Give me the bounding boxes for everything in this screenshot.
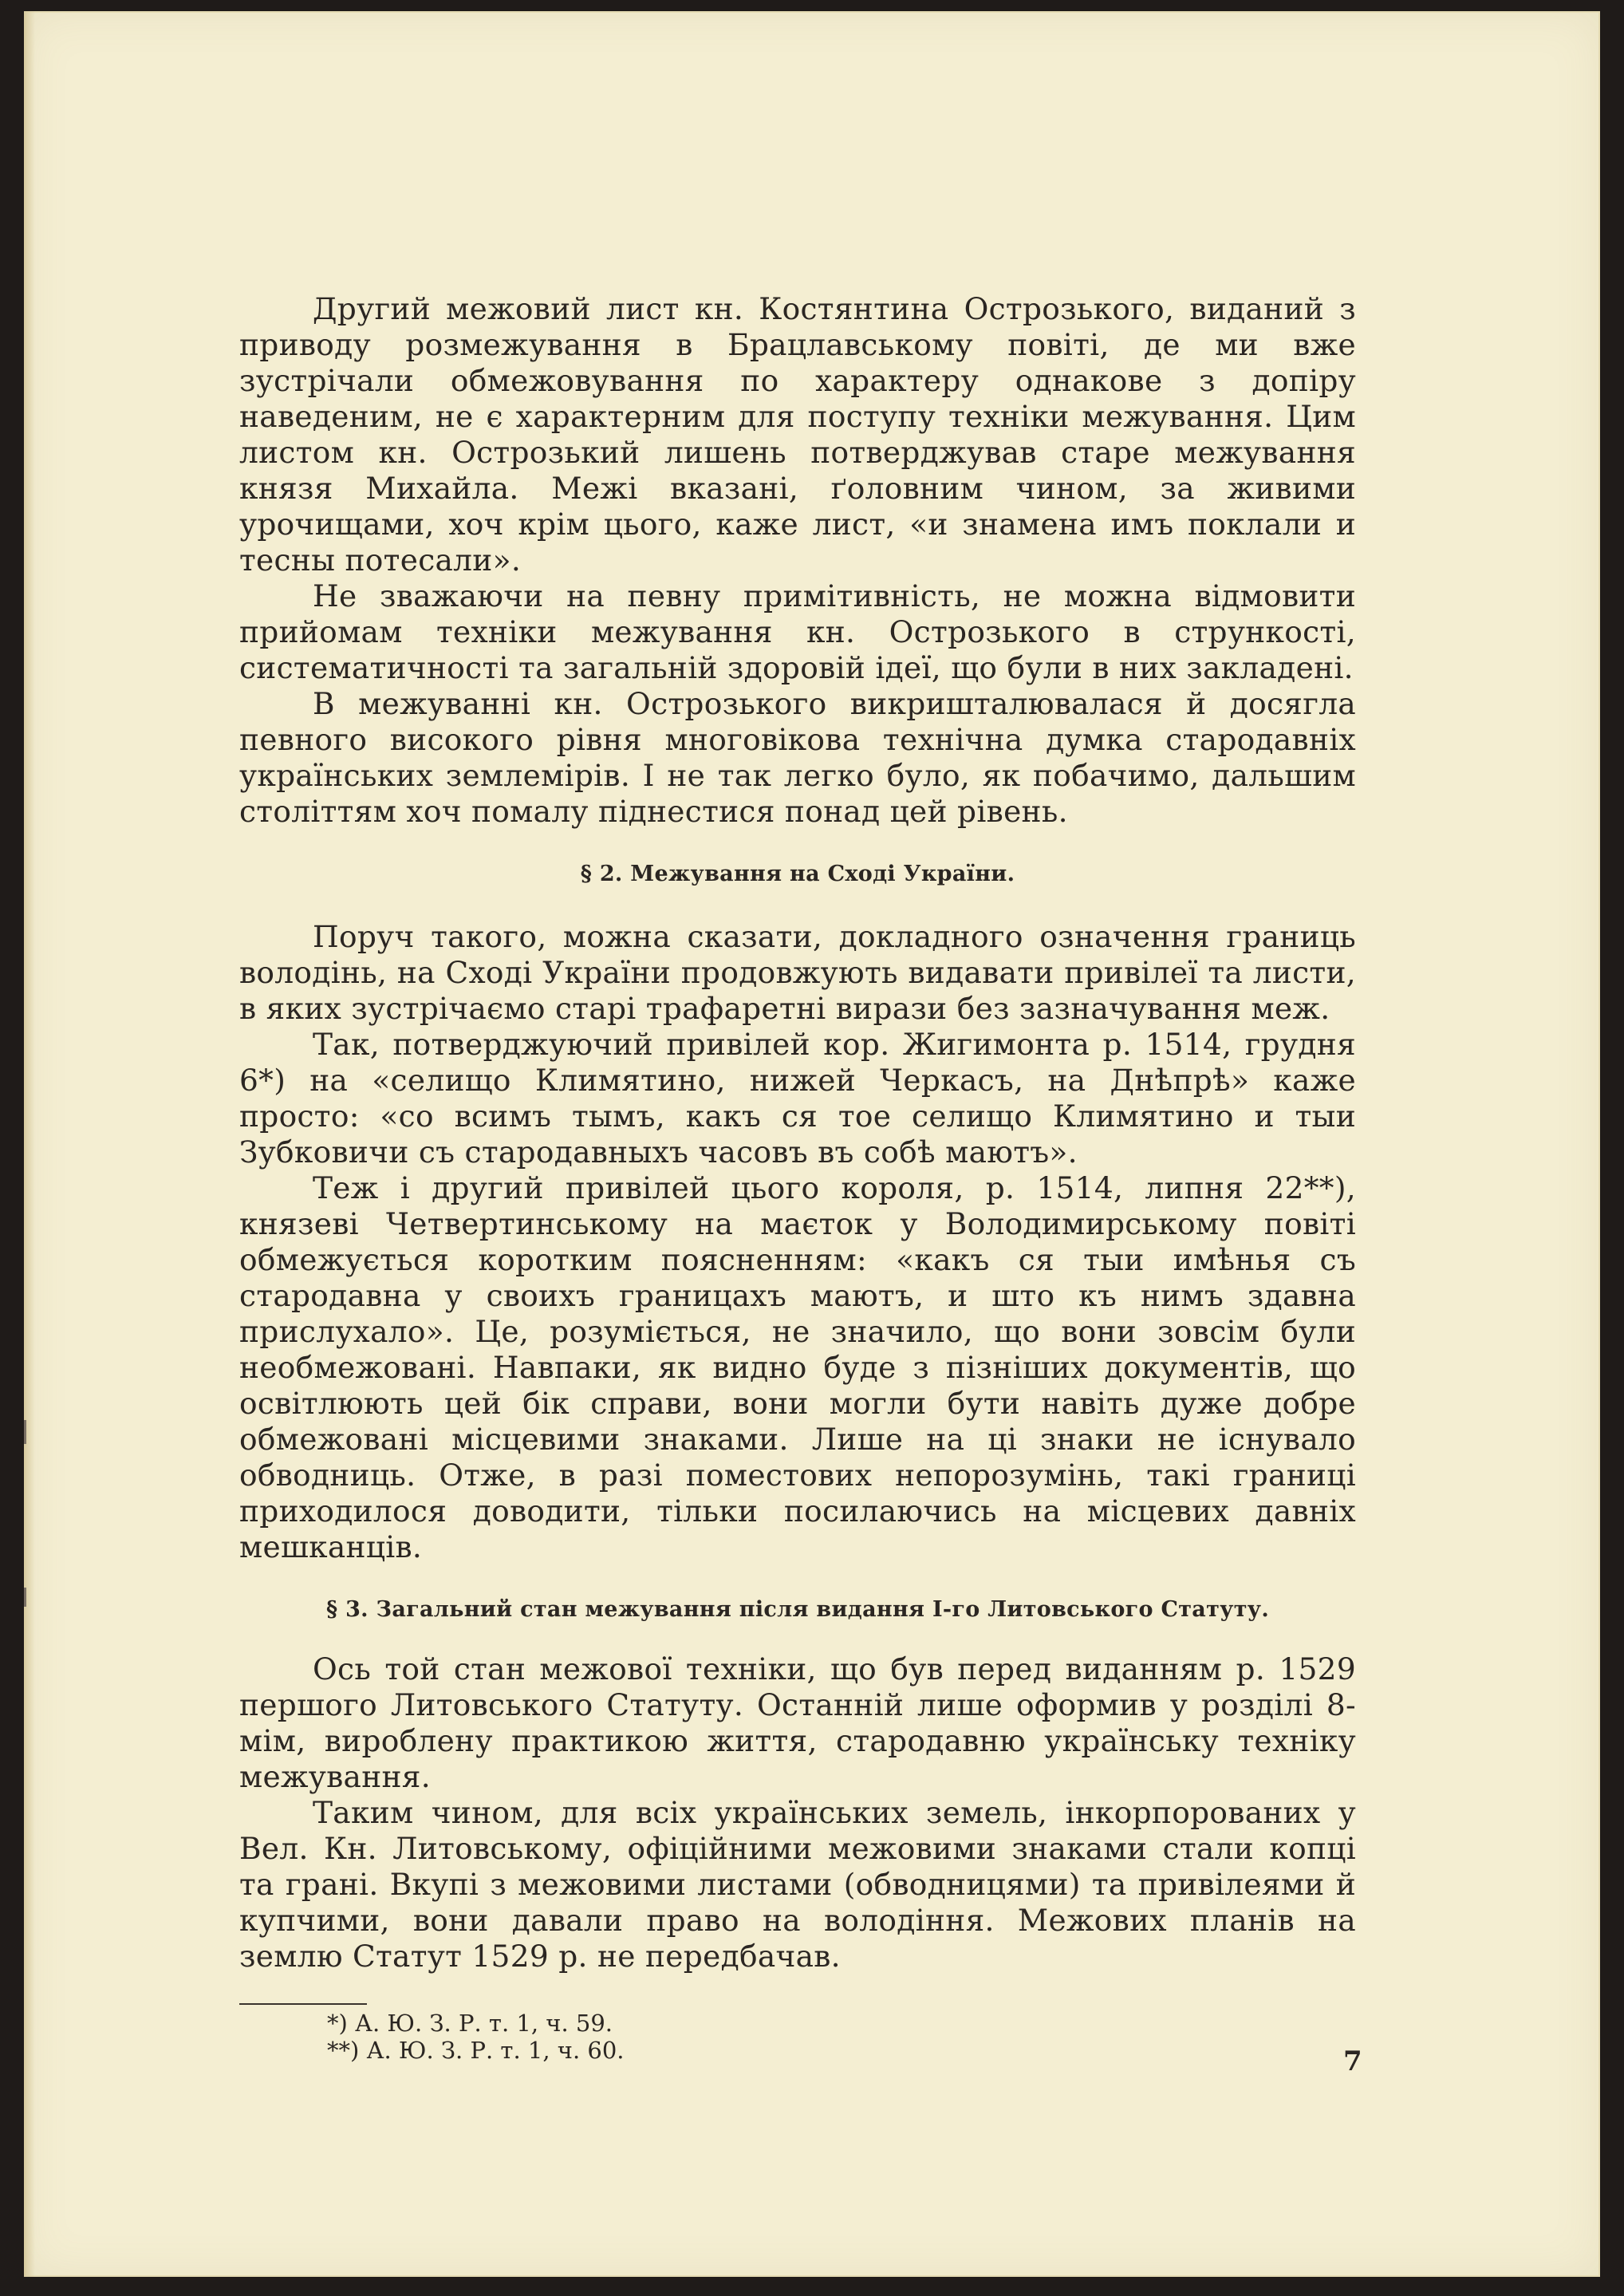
paragraph: В межуванні кн. Острозького викришталювалася й досягла певного високого рівня многовікова технічна думка стародавніх українських землемірів. І не так легко було, як побачимо, дальшим століттям хоч помалу піднестися понад цей рівень.: [239, 686, 1356, 829]
paragraph: Другий межовий лист кн. Костянтина Острозького, виданий з приводу розмежування в Брацлавському повіті, де ми вже зустрічали обмежовування по характеру однакове з допіру наведеним, не є характерним для поступу техніки межування. Цим листом кн. Острозький лишень потверджував старе межування князя Михайла. Межі вказані, ґоловним чином, за живими урочищами, хоч крім цього, каже лист, «и знамена имъ поклали и тесны потесали».: [239, 291, 1356, 578]
margin-mark: [24, 1420, 26, 1444]
margin-mark: [24, 1588, 26, 1607]
page-text: [239, 291, 1356, 2064]
footnote: *) А. Ю. З. Р. т. 1, ч. 59.: [327, 2010, 613, 2037]
section-heading-2: § 2. Межування на Сході України.: [580, 862, 1015, 886]
paragraph: Поруч такого, можна сказати, докладного означення границь володінь, на Сході України продовжують видавати привілеї та листи, в яких зустрічаємо старі трафаретні вирази без зазначування меж.: [239, 919, 1356, 1026]
paragraph: Ось той стан межової техніки, що був перед виданням р. 1529 першого Литовського Статуту. Останній лише оформив у розділі 8-мім, вироблену практикою життя, стародавню українську техніку межування.: [239, 1651, 1356, 1794]
section-heading-3: § 3. Загальний стан межування після видання І-го Литовського Статуту.: [325, 1597, 1270, 1622]
footnotes: [327, 2010, 1356, 2064]
paragraph: Теж і другий привілей цього короля, р. 1514, липня 22**), князеві Четвертинському на маєток у Володимирському повіті обмежується коротким поясненням: «какъ ся тыи имѣнья съ стародавна у своихъ границахъ маютъ, и што къ нимъ здавна прислухало». Це, розуміється, не значило, що вони зовсім були необмежовані. Навпаки, як видно буде з пізніших документів, що освітлюють цей бік справи, вони могли бути навіть дуже добре обмежовані місцевими знаками. Лише на ці знаки не існувало обводниць. Отже, в разі поместових непорозумінь, такі границі приходилося доводити, тільки посилаючись на місцевих давніх мешканців.: [239, 1170, 1356, 1564]
footnote-rule: [239, 2003, 367, 2005]
footnote: **) А. Ю. З. Р. т. 1, ч. 60.: [327, 2037, 625, 2064]
paragraph: Так, потверджуючий привілей кор. Жигимонта р. 1514, грудня 6*) на «селищо Климятино, нижей Черкасъ, на Днѣпрѣ» каже просто: «со всимъ тымъ, какъ ся тое селищо Климятино и тыи Зубковичи съ стародавныхъ часовъ въ собѣ маютъ».: [239, 1027, 1356, 1170]
page-number: 7: [1343, 2045, 1362, 2077]
paragraph: Не зважаючи на певну примітивність, не можна відмовити прийомам техніки межування кн. Острозького в стрункості, систематичності та загальній здоровій ідеї, що були в них закладені.: [239, 578, 1356, 685]
paragraph: Таким чином, для всіх українських земель, інкорпорованих у Вел. Кн. Литовському, офіційними межовими знаками стали копці та грані. Вкупі з межовими листами (обводницями) та привілеями й купчими, вони давали право на володіння. Межових планів на землю Статут 1529 р. не передбачав.: [239, 1795, 1356, 1974]
page-edge-shadow: [24, 11, 35, 2277]
